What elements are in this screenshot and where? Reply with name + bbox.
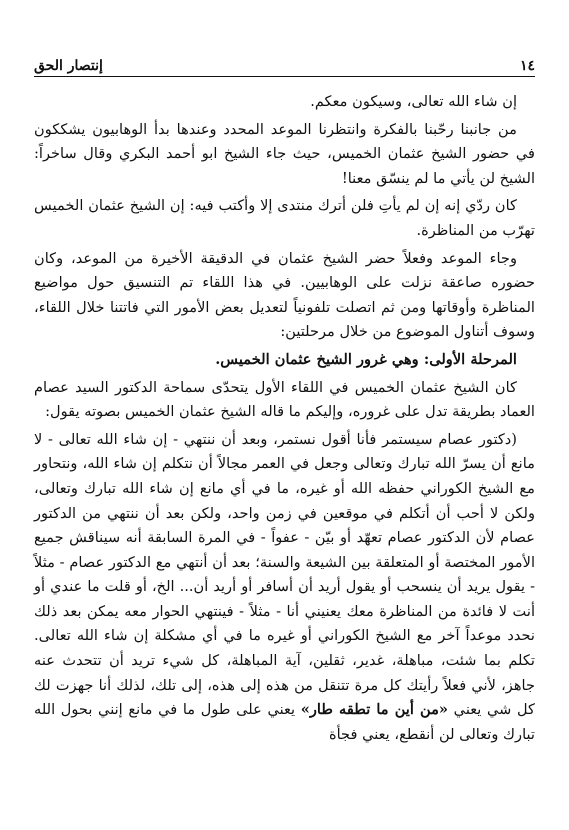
paragraph-4: وجاء الموعد وفعلاً حضر الشيخ عثمان في الدقيقة الأخيرة من الموعد، وكان حضوره صاعقة نزلت على الوهابيين. في هذا اللقاء تم التنسيق حول مواضيع المناظرة وأوقاتها ومن ثم اتصلت تلفونياً لتعديل بعض الأمور التي فاتتنا خلال اللقاء، وسوف أتناول الموضوع من خلال مرحلتين: [34,249,535,341]
paragraph-1: إن شاء الله تعالى، وسيكون معكم. [310,93,517,110]
section-heading: المرحلة الأولى: وهي غرور الشيخ عثمان الخميس. [215,350,517,368]
running-title: إنتصار الحق [34,58,103,74]
quote-text: (دكتور عصام سيستمر فأنا أقول نستمر، وبعد أن ننتهي - إن شاء الله تعالى - لا مانع أن يسرّ الله تبارك وتعالى وجعل في العمر مجالاً أن نتكلم إن شاء الله، ونتحاور مع الشيخ الكوراني حفظه الله أو غيره، ما في أي مانع إن شاء الله تبارك وتعالى، ولكن لا أحب أن أتكلم في موقعين في زمن واحد، ولكن بعد أن ننتهي من الدكتور عصام لأن الدكتور عصام تعهّد أو بيّن - عفواً - في المرة السابقة أنه سيناقش جميع الأمور المختصة أو المتعلقة بين الشيعة والسنة؛ بعد أن أنتهي مع الدكتور عصام - مثلاً - يقول يريد أن ينسحب أو يقول أريد أن أسافر أو أريد أن... الخ، أو قلت ما عندي أو أنت لا فائدة من المناظرة معك يعنيني أنا - مثلاً - فينتهي الحوار معه يمكن بعد ذلك نحدد موعداً آخر مع الشيخ الكوراني أو غيره ما في أي مشكلة إن شاء الله تعالى. تكلم بما شئت، مباهلة، غدير، ثقلين، آية المباهلة، كل شيء تريد أن تتحدث عنه جاهز، لأني فعلاً رأيتك كل مرة تتنقل من هذه إلى هذه، إلى تلك، لذلك أنا جهزت لك كل شي يعني [34,430,535,719]
paragraph-6: كان الشيخ عثمان الخميس في اللقاء الأول يتحدّى سماحة الدكتور السيد عصام العماد بطريقة تدل على غروره، وإليكم ما قاله الشيخ عثمان الخميس بصوته يقول: [34,378,535,421]
page-number: ١٤ [519,58,535,74]
page-header [34,52,535,77]
quoted-speech [34,428,535,748]
quote-tail: يعني على طول ما في مانع إنني بحول الله تبارك وتعالى لن أنقطع، يعني فجأة [34,701,535,743]
paragraph-3: كان ردّي إنه إن لم يأتِ فلن أترك منتدى إلا وأكتب فيه: إن الشيخ عثمان الخميس تهرّب من المناظرة. [34,197,535,239]
page-body [34,90,535,750]
quote-bold-phrase: «من أين ما تطقه طار» [300,701,449,719]
paragraph-2: من جانبنا رحّبنا بالفكرة وانتظرنا الموعد المحدد وعندها بدأ الوهابيون يشككون في حضور الشيخ عثمان الخميس، حيث جاء الشيخ ابو أحمد البكري وقال ساخراً: الشيخ لن يأتي ما لم ينسّق معنا! [34,120,535,187]
